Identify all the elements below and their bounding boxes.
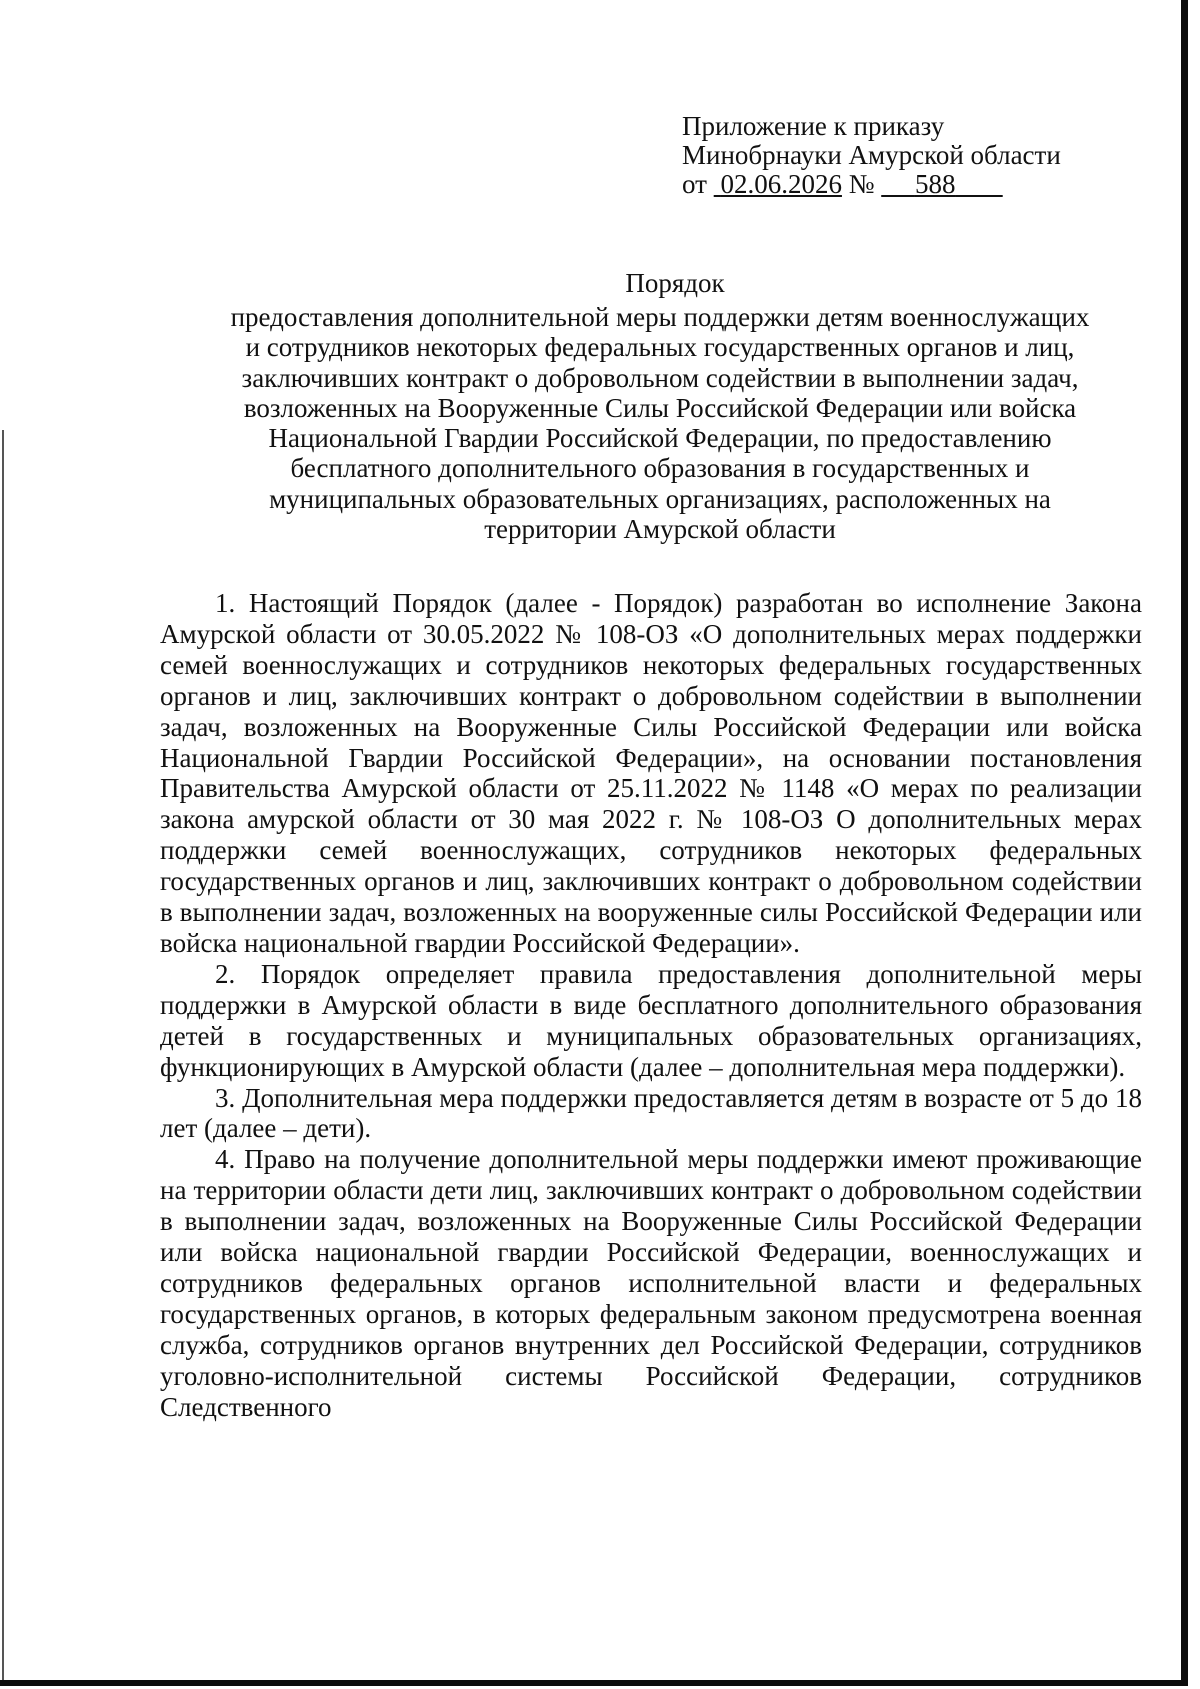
- date-prefix: от: [682, 169, 714, 199]
- appendix-line-1: Приложение к приказу: [682, 111, 945, 141]
- subtitle-line: муниципальных образовательных организациях, расположенных на: [269, 483, 1051, 514]
- subtitle-line: предоставления дополнительной меры поддержки детям военнослужащих: [230, 302, 1090, 332]
- document-title: Порядок: [625, 268, 725, 298]
- number-prefix: №: [841, 169, 882, 199]
- paragraph-1: 1. Настоящий Порядок (далее - Порядок) разработан во исполнение Закона Амурской области от 30.05.2022 № 108-ОЗ «О дополнительных мерах поддержки семей военнослужащих и сотрудников некоторых федеральных государственных органов и лиц, заключивших контракт о добровольном содействии в выполнении задач, возложенных на Вооруженные Силы Российской Федерации или войска Национальной Гвардии Российской Федерации», на основании постановления Правительства Амурской области от 25.11.2022 № 1148 «О мерах по реализации закона амурской области от 30 мая 2022 г. № 108-ОЗ О дополнительных мерах поддержки семей военнослужащих, сотрудников некоторых федеральных государственных органов и лиц, заключивших контракт о добровольном содействии в выполнении задач, возложенных на вооруженные силы Российской Федерации или войска национальной гвардии Российской Федерации».: [160, 588, 1142, 958]
- appendix-line-2: Минобрнауки Амурской области: [682, 140, 1061, 170]
- document-subtitle: [190, 302, 1130, 544]
- scan-left-edge: [2, 430, 4, 1680]
- appendix-header: [682, 112, 1142, 199]
- order-number: 588: [914, 169, 956, 199]
- order-date: 02.06.2026: [720, 169, 842, 199]
- subtitle-line: территории Амурской области: [484, 514, 836, 545]
- scan-bottom-border: [0, 1680, 1188, 1686]
- subtitle-line: заключивших контракт о добровольном содействии в выполнении задач,: [241, 362, 1079, 393]
- subtitle-line: Национальной Гвардии Российской Федерации, по предоставлению: [268, 423, 1052, 454]
- scan-right-border: [1181, 0, 1188, 1684]
- paragraph-4: 4. Право на получение дополнительной меры поддержки имеют проживающие на территории области дети лиц, заключивших контракт о добровольном содействии в выполнении задач, возложенных на Вооруженные Силы Российской Федерации или войска национальной гвардии Российской Федерации, военнослужащих и сотрудников федеральных органов исполнительной власти и федеральных государственных органов, в которых федеральным законом предусмотрена военная служба, сотрудников органов внутренних дел Российской Федерации, сотрудников уголовно-исполнительной системы Российской Федерации, сотрудников Следственного: [160, 1144, 1142, 1422]
- appendix-date-number: [682, 170, 1142, 199]
- paragraph-2: 2. Порядок определяет правила предоставления дополнительной меры поддержки в Амурской области в виде бесплатного дополнительного образования детей в государственных и муниципальных образовательных организациях, функционирующих в Амурской области (далее – дополнительная мера поддержки).: [160, 958, 1142, 1082]
- subtitle-line: и сотрудников некоторых федеральных государственных органов и лиц,: [245, 332, 1075, 363]
- subtitle-line: бесплатного дополнительного образования в государственных и: [290, 453, 1030, 484]
- document-body: [160, 588, 1142, 1422]
- subtitle-line: возложенных на Вооруженные Силы Российской Федерации или войска: [243, 392, 1077, 423]
- paragraph-3: 3. Дополнительная мера поддержки предоставляется детям в возрасте от 5 до 18 лет (далее – дети).: [160, 1082, 1142, 1144]
